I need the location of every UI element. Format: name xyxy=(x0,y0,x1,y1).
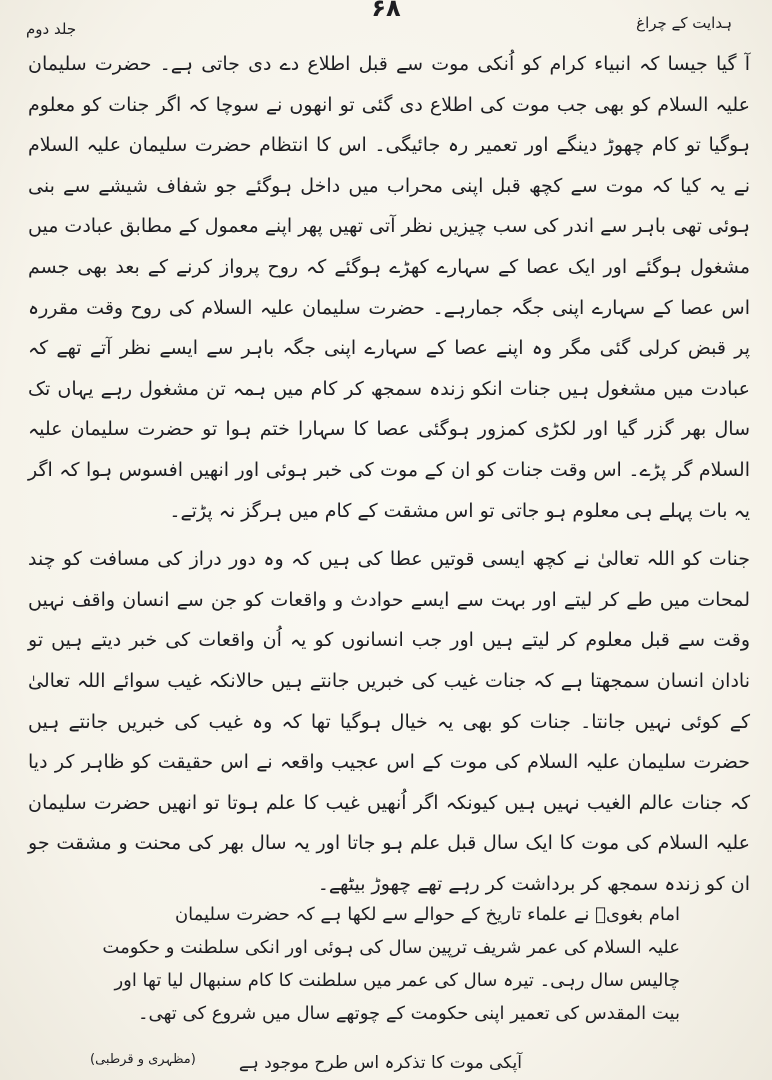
quote-line-1: امام بغویؒ نے علماء تاریخ کے حوالے سے لکھا ہے کہ حضرت سلیمان xyxy=(174,904,680,925)
quote-line-4: بیت المقدس کی تعمیر اپنی حکومت کے چوتھے سال میں شروع کی تھی۔ xyxy=(137,1003,680,1024)
quote-line-3: چالیس سال رہی۔ تیرہ سال کی عمر میں سلطنت کا کام سنبھال لیا تھا اور xyxy=(114,970,680,991)
body-paragraph-1: آ گیا جیسا کہ انبیاء کرام کو اُنکی موت سے قبل اطلاع دے دی جاتی ہے۔ حضرت سلیمان علیہ السلام کو بھی جب موت کی اطلاع دی گئی تو انھوں نے سوچا کہ اگر جنات کو معلوم ہوگیا تو کام چھوڑ دینگے اور تعمیر رہ جائیگی۔ اس کا انتظام حضرت سلیمان علیہ السلام نے یہ کیا کہ موت سے کچھ قبل اپنی محراب میں داخل ہوگئے جو شفاف شیشے سے بنی ہوئی تھی باہر سے اندر کی سب چیزیں نظر آتی تھیں پھر اپنے معمول کے مطابق عبادت میں مشغول ہوگئے اور ایک عصا کے سہارے کھڑے ہوگئے کہ روح پرواز کرنے کے بعد بھی جسم اس عصا کے سہارے اپنی جگہ جمارہے۔ حضرت سلیمان علیہ السلام کی روح وقت مقررہ پر قبض کرلی گئی مگر وہ اپنے عصا کے سہارے اپنی جگہ باہر سے ایسے نظر آتے تھے کہ عبادت میں مشغول ہیں جنات انکو زندہ سمجھ کر کام میں ہمہ تن مشغول رہے یہاں تک سال بھر گزر گیا اور لکڑی کمزور ہوگئی عصا کا سہارا ختم ہوا تو حضرت سلیمان علیہ السلام گر پڑے۔ اس وقت جنات کو ان کے موت کی خبر ہوئی اور انھیں افسوس ہوا کہ اگر یہ بات پہلے ہی معلوم ہو جاتی تو اس مشقت کے کام میں ہرگز نہ پڑتے۔ xyxy=(28,53,750,522)
quote-line-2: علیہ السلام کی عمر شریف ترپین سال کی ہوئی اور انکی سلطنت و حکومت xyxy=(102,937,680,958)
indented-quotation xyxy=(80,898,680,1030)
main-body-text xyxy=(28,44,750,904)
page-number: ۶۸ xyxy=(371,0,401,22)
body-paragraph-2: جنات کو اللہ تعالیٰ نے کچھ ایسی قوتیں عطا کی ہیں کہ وہ دور دراز کی مسافت کو چند لمحات میں طے کر لیتے اور بہت سے ایسے حوادث و واقعات کو جن سے انسان واقف نہیں وقت سے قبل معلوم کر لیتے ہیں اور جب انسانوں کو یہ اُن واقعات کی خبر دیتے ہیں تو نادان انسان سمجھتا ہے کہ جنات غیب کی خبریں جانتے ہیں حالانکہ غیب سوائے اللہ تعالیٰ کے کوئی نہیں جانتا۔ جنات کو بھی یہ خیال ہوگیا تھا کہ وہ غیب کی خبریں جانتے ہیں حضرت سلیمان علیہ السلام کی موت کے اس عجیب واقعہ نے اس حقیقت کو ظاہر کر دیا کہ جنات عالم الغیب نہیں ہیں کیونکہ اگر اُنھیں غیب کا علم ہوتا تو انھیں حضرت سلیمان علیہ السلام کی موت کا ایک سال قبل علم ہو جاتا اور یہ سال بھر کی محنت و مشقت جو ان کو زندہ سمجھ کر برداشت کر رہے تھے چھوڑ بیٹھے۔ xyxy=(28,548,750,895)
running-header-book-title: ہدایت کے چراغ xyxy=(636,14,732,32)
running-header-volume: جلد دوم xyxy=(26,20,77,38)
source-citation: (مظہری و قرطبی) xyxy=(90,1052,196,1067)
continuation-line: آپکی موت کا تذکرہ اس طرح موجود ہے xyxy=(238,1053,522,1073)
